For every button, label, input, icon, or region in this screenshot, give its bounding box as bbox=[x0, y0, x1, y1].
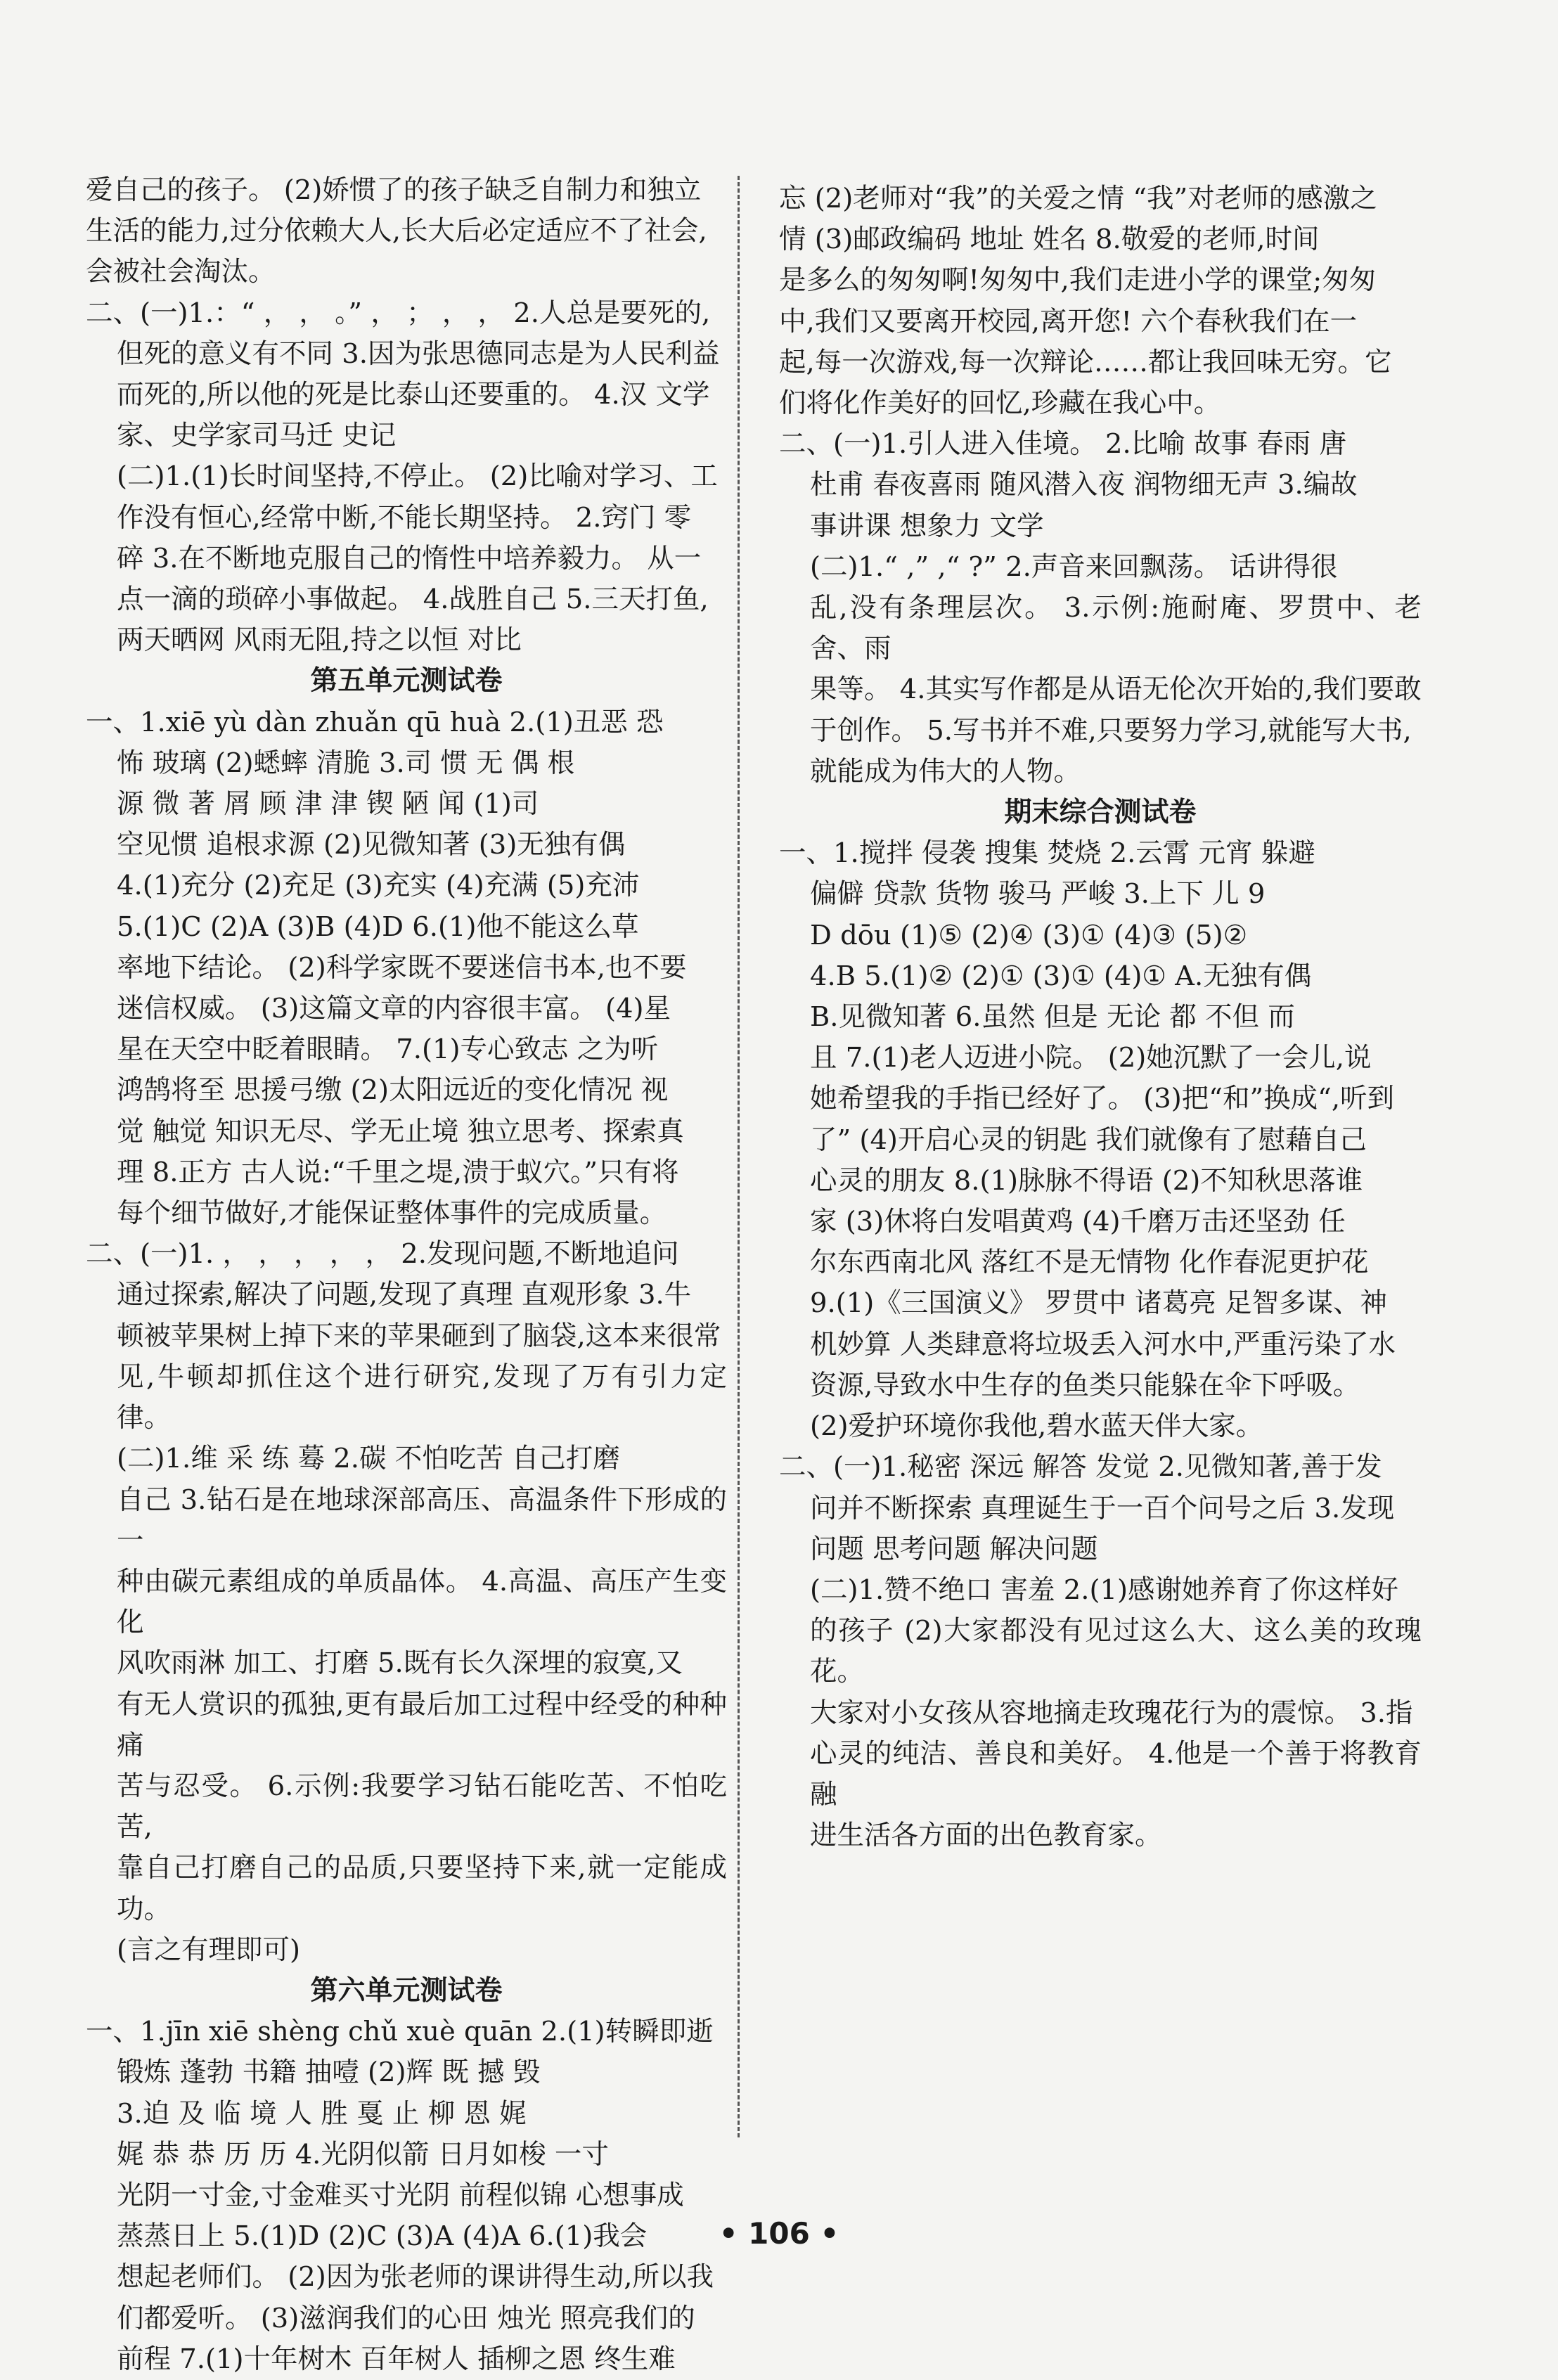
text-line: (二)1.赞不绝口 害羞 2.(1)感谢她养育了你这样好 bbox=[810, 1574, 1399, 1606]
text-line: 空见惯 追根求源 (2)见微知著 (3)无独有偶 bbox=[117, 829, 626, 861]
text-line: 鸿鹄将至 思援弓缴 (2)太阳远近的变化情况 视 bbox=[117, 1074, 669, 1107]
text-line: 碎 3.在不断地克服自己的惰性中培养毅力。 从一 bbox=[117, 542, 702, 574]
text-line: 4.(1)充分 (2)充足 (3)充实 (4)充满 (5)充沛 bbox=[117, 870, 640, 902]
text-line: 的孩子 (2)大家都没有见过这么大、这么美的玫瑰花。 bbox=[810, 1615, 1422, 1688]
text-line: 而死的,所以他的死是比泰山还要重的。 4.汉 文学 bbox=[117, 379, 710, 411]
text-line: 就能成为伟大的人物。 bbox=[810, 755, 1081, 787]
text-line: 起,每一次游戏,每一次辩论……都让我回味无穷。它 bbox=[779, 346, 1392, 378]
text-line: 点一滴的琐碎小事做起。 4.战胜自己 5.三天打鱼, bbox=[117, 584, 709, 616]
text-line: 心灵的纯洁、善良和美好。 4.他是一个善于将教育融 bbox=[810, 1737, 1422, 1810]
text-line: 理 8.正方 古人说:“千里之堤,溃于蚁穴。”只有将 bbox=[117, 1156, 679, 1188]
text-line: 顿被苹果树上掉下来的苹果砸到了脑袋,这本来很常 bbox=[117, 1320, 721, 1352]
text-line: 她希望我的手指已经好了。 (3)把“和”换成“,听到 bbox=[810, 1083, 1395, 1115]
text-line: 进生活各方面的出色教育家。 bbox=[810, 1820, 1162, 1852]
text-line: 娓 恭 恭 历 历 4.光阴似箭 日月如梭 一寸 bbox=[117, 2138, 609, 2170]
text-line: 事讲课 想象力 文学 bbox=[810, 510, 1044, 542]
text-line: 机妙算 人类肆意将垃圾丢入河水中,严重污染了水 bbox=[810, 1328, 1396, 1361]
text-line: 忘 (2)老师对“我”的关爱之情 “我”对老师的感激之 bbox=[779, 183, 1377, 214]
text-line: 前程 7.(1)十年树木 百年树人 插柳之恩 终生难 bbox=[117, 2343, 676, 2375]
text-line: 源 微 著 屑 顾 津 津 锲 陋 闻 (1)司 bbox=[117, 788, 539, 821]
text-line: 蒸蒸日上 5.(1)D (2)C (3)A (4)A 6.(1)我会 bbox=[117, 2220, 648, 2253]
text-line: 通过探索,解决了问题,发现了真理 直观形象 3.牛 bbox=[117, 1279, 692, 1311]
text-line: 中,我们又要离开校园,离开您! 六个春秋我们在一 bbox=[779, 305, 1358, 337]
text-line: 一、1.搅拌 侵袭 搜集 焚烧 2.云霄 元宵 躲避 bbox=[779, 837, 1315, 870]
text-line: 是多么的匆匆啊!匆匆中,我们走进小学的课堂;匆匆 bbox=[779, 264, 1377, 297]
text-line: 9.(1)《三国演义》 罗贯中 诸葛亮 足智多谋、神 bbox=[810, 1287, 1387, 1320]
text-line: (二)1.维 采 练 蓦 2.碳 不怕吃苦 自己打磨 bbox=[117, 1443, 620, 1475]
text-line: 5.(1)C (2)A (3)B (4)D 6.(1)他不能这么草 bbox=[117, 911, 639, 943]
text-line: 风吹雨淋 加工、打磨 5.既有长久深埋的寂寞,又 bbox=[117, 1647, 683, 1680]
page-number: • 106 • bbox=[719, 2216, 839, 2251]
right-column bbox=[779, 179, 1422, 1856]
section-title: 第五单元测试卷 bbox=[310, 665, 503, 697]
text-line: 尔东西南北风 落红不是无情物 化作春泥更护花 bbox=[810, 1247, 1369, 1279]
text-line: 大家对小女孩从容地摘走玫瑰花行为的震惊。 3.指 bbox=[810, 1697, 1413, 1729]
text-line: 两天晒网 风雨无阻,持之以恒 对比 bbox=[117, 624, 522, 657]
text-line: 一、1.xiē yù dàn zhuǎn qū huà 2.(1)丑恶 恐 bbox=[86, 706, 664, 738]
text-line: 心灵的朋友 8.(1)脉脉不得语 (2)不知秋思落谁 bbox=[810, 1164, 1363, 1197]
text-line: 果等。 4.其实写作都是从语无伦次开始的,我们要敢 bbox=[810, 674, 1422, 706]
text-line: 们都爱听。 (3)滋润我们的心田 烛光 照亮我们的 bbox=[117, 2302, 695, 2334]
text-line: 二、(一)1.引人进入佳境。 2.比喻 故事 春雨 唐 bbox=[779, 428, 1346, 461]
text-line: 率地下结论。 (2)科学家既不要迷信书本,也不要 bbox=[117, 951, 687, 984]
text-line: 光阴一寸金,寸金难买寸光阴 前程似锦 心想事成 bbox=[117, 2179, 684, 2211]
text-line: 家、史学家司马迁 史记 bbox=[117, 420, 397, 452]
text-line: 怖 玻璃 (2)蟋蟀 清脆 3.司 惯 无 偶 根 bbox=[117, 747, 575, 779]
text-line: 情 (3)邮政编码 地址 姓名 8.敬爱的老师,时间 bbox=[779, 224, 1320, 256]
text-line: 一、1.jīn xiē shèng chǔ xuè quān 2.(1)转瞬即逝 bbox=[86, 2016, 714, 2048]
text-line: 杜甫 春夜喜雨 随风潜入夜 润物细无声 3.编故 bbox=[810, 469, 1358, 501]
text-line: B.见微知著 6.虽然 但是 无论 都 不但 而 bbox=[810, 1001, 1295, 1034]
text-line: 于创作。 5.写书并不难,只要努力学习,就能写大书, bbox=[810, 714, 1412, 747]
text-line: 觉 触觉 知识无尽、学无止境 独立思考、探索真 bbox=[117, 1115, 684, 1147]
text-line: 资源,导致水中生存的鱼类只能躲在伞下呼吸。 bbox=[810, 1369, 1360, 1401]
column-divider bbox=[738, 176, 740, 2137]
text-line: 问并不断探索 真理诞生于一百个问号之后 3.发现 bbox=[810, 1492, 1395, 1524]
text-line: 3.迫 及 临 境 人 胜 戛 止 柳 恩 娓 bbox=[117, 2097, 527, 2130]
text-line: 们将化作美好的回忆,珍藏在我心中。 bbox=[779, 387, 1221, 420]
text-line: 且 7.(1)老人迈进小院。 (2)她沉默了一会儿,说 bbox=[810, 1042, 1372, 1074]
text-line: 4.B 5.(1)② (2)① (3)① (4)① A.无独有偶 bbox=[810, 960, 1312, 992]
text-line: 作没有恒心,经常中断,不能长期坚持。 2.窍门 零 bbox=[117, 501, 692, 534]
text-line: 会被社会淘汰。 bbox=[86, 256, 276, 288]
text-line: 有无人赏识的孤独,更有最后加工过程中经受的种种痛 bbox=[117, 1688, 727, 1761]
section-title: 期末综合测试卷 bbox=[1004, 797, 1197, 829]
text-line: 靠自己打磨自己的品质,只要坚持下来,就一定能成功。 bbox=[117, 1852, 727, 1925]
text-line: 二、(一)1.秘密 深远 解答 发觉 2.见微知著,善于发 bbox=[779, 1451, 1382, 1484]
text-line: 二、(一)1. ， ， ， ， ， 2.发现问题,不断地追问 bbox=[86, 1238, 679, 1271]
text-line: (言之有理即可) bbox=[117, 1934, 301, 1966]
section-title: 第六单元测试卷 bbox=[310, 1974, 503, 2007]
text-line: (二)1.(1)长时间坚持,不停止。 (2)比喻对学习、工 bbox=[117, 461, 718, 493]
text-line: 问题 思考问题 解决问题 bbox=[810, 1533, 1098, 1565]
text-line: (2)爱护环境你我他,碧水蓝天伴大家。 bbox=[810, 1410, 1263, 1443]
text-line: 锻炼 蓬勃 书籍 抽噎 (2)辉 既 撼 毁 bbox=[117, 2057, 541, 2089]
text-line: 见,牛顿却抓住这个进行研究,发现了万有引力定律。 bbox=[117, 1361, 727, 1434]
text-line: D dōu (1)⑤ (2)④ (3)① (4)③ (5)② bbox=[810, 919, 1248, 951]
text-line: 自己 3.钻石是在地球深部高压、高温条件下形成的一 bbox=[117, 1484, 727, 1557]
text-line: 乱,没有条理层次。 3.示例:施耐庵、罗贯中、老舍、雨 bbox=[810, 592, 1422, 665]
text-line: 爱自己的孩子。 (2)娇惯了的孩子缺乏自制力和独立 bbox=[86, 174, 702, 206]
text-line: 但死的意义有不同 3.因为张思德同志是为人民利益 bbox=[117, 337, 720, 370]
text-line: 偏僻 贷款 货物 骏马 严峻 3.上下 儿 9 bbox=[810, 878, 1266, 911]
left-column bbox=[86, 170, 727, 2380]
text-line: 想起老师们。 (2)因为张老师的课讲得生动,所以我 bbox=[117, 2261, 714, 2294]
text-line: 星在天空中眨着眼睛。 7.(1)专心致志 之为听 bbox=[117, 1034, 659, 1066]
text-line: (二)1.“ ,” ,“ ?” 2.声音来回飘荡。 话讲得很 bbox=[810, 551, 1338, 583]
text-line: 苦与忍受。 6.示例:我要学习钻石能吃苦、不怕吃苦, bbox=[117, 1770, 727, 1844]
text-line: 种由碳元素组成的单质晶体。 4.高温、高压产生变化 bbox=[117, 1565, 727, 1639]
text-line: 迷信权威。 (3)这篇文章的内容很丰富。 (4)星 bbox=[117, 993, 671, 1025]
text-line: 了” (4)开启心灵的钥匙 我们就像有了慰藉自己 bbox=[810, 1124, 1367, 1156]
text-line: 生活的能力,过分依赖大人,长大后必定适应不了社会, bbox=[86, 215, 707, 247]
text-line: 每个细节做好,才能保证整体事件的完成质量。 bbox=[117, 1197, 667, 1230]
text-line: 家 (3)休将白发唱黄鸡 (4)千磨万击还坚劲 任 bbox=[810, 1206, 1346, 1238]
text-line: 二、(一)1.：“ ， ， 。” ， ； ， ， 2.人总是要死的, bbox=[86, 297, 711, 329]
